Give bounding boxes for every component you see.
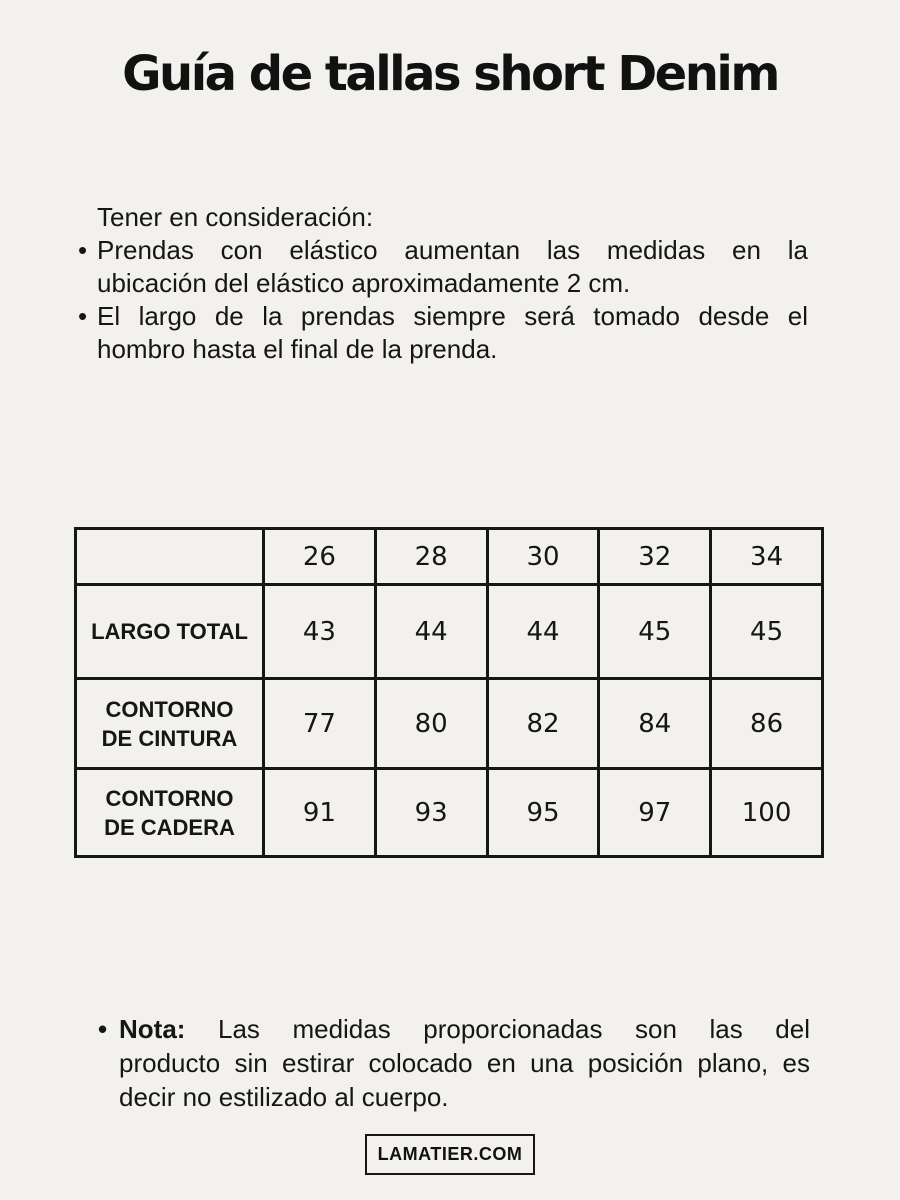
note-item <box>98 1012 810 1114</box>
note-line <box>119 1012 810 1046</box>
size-column-header: 26 <box>264 529 376 585</box>
size-table <box>74 527 824 858</box>
consideration-item <box>78 300 808 366</box>
size-value-cell: 77 <box>264 679 376 769</box>
size-column-header: 30 <box>487 529 599 585</box>
size-value-cell: 91 <box>264 769 376 857</box>
size-value-cell: 45 <box>711 585 823 679</box>
note-line-text: Las medidas proporcionadas son las del <box>217 1014 810 1044</box>
row-label-text: LARGO TOTAL <box>91 619 248 644</box>
size-value-cell: 84 <box>599 679 711 769</box>
note-line: producto sin estirar colocado en una posición plano, es <box>119 1048 810 1078</box>
consideration-line: ubicación del elástico aproximadamente 2 cm. <box>97 268 631 298</box>
consideration-line: • El largo de la prendas siempre será tomado desde el <box>97 301 808 331</box>
table-row <box>76 769 823 857</box>
row-label <box>76 769 264 857</box>
considerations-heading: Tener en consideración: <box>97 202 374 232</box>
considerations-list <box>78 234 808 366</box>
consideration-line: • Prendas con elástico aumentan las medidas en la <box>97 235 808 265</box>
size-value-cell: 43 <box>264 585 376 679</box>
size-value-cell: 80 <box>375 679 487 769</box>
size-column-header: 32 <box>599 529 711 585</box>
size-value-cell: 45 <box>599 585 711 679</box>
table-row <box>76 585 823 679</box>
footer <box>0 1134 900 1175</box>
size-value-cell: 93 <box>375 769 487 857</box>
row-label-text: CONTORNO DE CINTURA <box>101 696 238 751</box>
consideration-line: hombro hasta el final de la prenda. <box>97 334 498 364</box>
brand-box: LAMATIER.COM <box>365 1134 536 1175</box>
row-label <box>76 585 264 679</box>
note-section <box>98 1012 810 1114</box>
size-column-header: 34 <box>711 529 823 585</box>
size-value-cell: 95 <box>487 769 599 857</box>
size-value-cell: 44 <box>487 585 599 679</box>
note-line: decir no estilizado al cuerpo. <box>119 1082 449 1112</box>
size-value-cell: 86 <box>711 679 823 769</box>
size-table-header-row <box>76 529 823 585</box>
size-table-corner-cell <box>76 529 264 585</box>
size-value-cell: 82 <box>487 679 599 769</box>
row-label-text: CONTORNO DE CADERA <box>104 785 235 840</box>
size-value-cell: 100 <box>711 769 823 857</box>
table-row <box>76 679 823 769</box>
size-value-cell: 44 <box>375 585 487 679</box>
size-column-header: 28 <box>375 529 487 585</box>
row-label <box>76 679 264 769</box>
considerations-section <box>78 201 808 366</box>
note-label: Nota: <box>119 1014 186 1044</box>
page-title: Guía de tallas short Denim <box>122 46 778 102</box>
size-value-cell: 97 <box>599 769 711 857</box>
consideration-item <box>78 234 808 300</box>
